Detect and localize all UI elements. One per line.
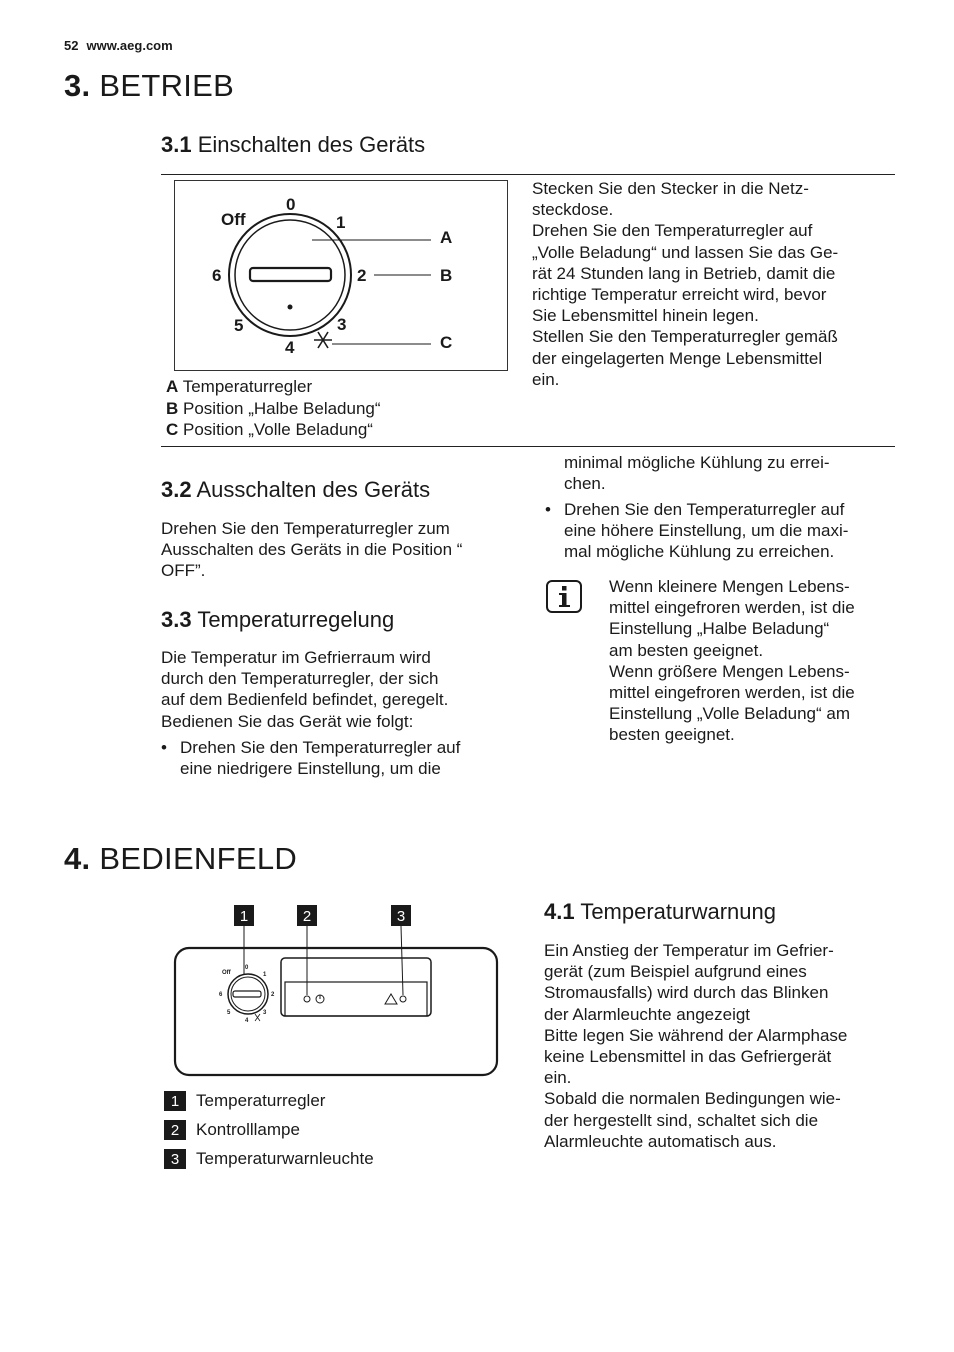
bullet-text: Drehen Sie den Temperaturregler auf eine niedrigere Einstellung, um die — [180, 738, 461, 779]
mini-dial-knob — [233, 991, 261, 997]
subsection-4-1-heading — [544, 899, 776, 925]
subsection-number: 3.1 — [161, 132, 192, 157]
page-header — [64, 38, 173, 53]
legend-item-1 — [164, 1091, 326, 1115]
bullet-item-higher-setting — [545, 499, 905, 565]
bullet-continuation-text: minimal mögliche Kühlung zu errei- chen. — [564, 453, 830, 494]
figure-legend — [166, 376, 381, 441]
mini-dial-1: 1 — [263, 972, 267, 978]
panel-display-recess — [281, 958, 431, 1016]
legend-label: Temperaturregler — [196, 1091, 326, 1110]
section-3-heading — [64, 68, 234, 104]
bullet-dot: • — [161, 738, 167, 757]
panel-legend — [164, 1091, 464, 1181]
divider — [161, 174, 895, 175]
bullet-dot: • — [545, 500, 551, 519]
subsection-number: 4.1 — [544, 899, 575, 924]
mini-dial-off: Off — [222, 970, 231, 976]
section-4-heading — [64, 841, 297, 877]
dial-callout-a: A — [440, 228, 453, 247]
thermostat-dial-figure — [174, 180, 509, 372]
legend-item-2 — [164, 1120, 300, 1144]
legend-item-a: A Temperaturregler — [166, 377, 313, 396]
legend-number-badge: 3 — [164, 1149, 186, 1169]
section-3-2-text: Drehen Sie den Temperaturregler zum Ausschalten des Geräts in die Position “ OFF”. — [161, 519, 463, 581]
subsection-3-1-heading — [161, 132, 425, 158]
legend-number-badge: 1 — [164, 1091, 186, 1111]
subsection-3-3-heading — [161, 607, 394, 633]
section-4-1-text: Ein Anstieg der Temperatur im Gefrier- gerät (zum Beispiel aufgrund eines Stromausfalls) wird durch das Blinken der Alarmleuchte angezeigt Bitte legen Sie während der Alarmphase keine Lebensmittel in das Gefriergerät ein. Sobald die normalen Bedingungen wie- der hergestellt sind, schaltet sich die Alarmleuchte automatisch aus. — [544, 941, 848, 1151]
mini-dial-3: 3 — [263, 1010, 267, 1016]
callout-label-2: 2 — [302, 908, 312, 925]
control-panel-figure — [170, 903, 502, 1079]
dial-label-4: 4 — [285, 338, 295, 357]
dial-label-3: 3 — [337, 315, 347, 334]
dial-callout-c: C — [440, 333, 453, 352]
mini-dial-4: 4 — [245, 1018, 249, 1024]
site-url: www.aeg.com — [86, 38, 173, 53]
subsection-title: Ausschalten des Geräts — [196, 477, 431, 502]
subsection-title: Einschalten des Geräts — [197, 132, 426, 157]
section-title: BEDIENFELD — [99, 841, 298, 876]
section-title: BETRIEB — [99, 68, 235, 103]
figure-frame — [175, 181, 508, 371]
dial-label-2: 2 — [357, 266, 367, 285]
bullet-item-lower-setting — [161, 737, 521, 781]
section-3-1-text: Stecken Sie den Stecker in die Netz- steckdose. Drehen Sie den Temperaturregler auf „Volle Beladung“ und lassen Sie das Ge- rät 24 Stunden lang in Betrieb, damit die richtige Temperatur erreicht wird, bevor Sie Lebensmittel hinein legen. Stellen Sie den Temperaturregler gemäß der eingelagerten Menge Lebensmittel ein. — [532, 179, 839, 389]
dial-label-1: 1 — [336, 213, 346, 232]
page-number: 52 — [64, 38, 79, 53]
legend-label: Temperaturwarnleuchte — [196, 1149, 374, 1168]
legend-item-c: C Position „Volle Beladung“ — [166, 420, 373, 439]
bullet-text: Drehen Sie den Temperaturregler auf eine höhere Einstellung, um die maxi- mal mögliche Kühlung zu erreichen. — [564, 500, 849, 562]
dial-callout-b: B — [440, 266, 453, 285]
mini-dial-5: 5 — [227, 1010, 231, 1016]
subsection-3-2-heading — [161, 477, 430, 503]
legend-item-3 — [164, 1149, 374, 1173]
dial-dot — [288, 305, 293, 310]
dial-label-5: 5 — [234, 316, 244, 335]
dial-knob-bar — [250, 268, 331, 281]
dial-label-off: Off — [221, 210, 246, 229]
dial-label-6: 6 — [212, 266, 222, 285]
dial-label-0: 0 — [286, 195, 296, 214]
callout-label-1: 1 — [239, 908, 249, 925]
mini-dial-2: 2 — [271, 992, 275, 998]
info-note-text: Wenn kleinere Mengen Lebens- mittel eingefroren werden, ist die Einstellung „Halbe Beladung“ am besten geeignet. Wenn größere Mengen Lebens- mittel eingefroren werden, ist die Einstellung „Volle Beladung“ am besten geeignet. — [609, 577, 855, 745]
section-3-3-text: Die Temperatur im Gefrierraum wird durch den Temperaturregler, der sich auf dem Bedienfeld befindet, geregelt. Bedienen Sie das Gerät wie folgt: — [161, 648, 449, 731]
mini-dial-0: 0 — [245, 965, 249, 971]
subsection-title: Temperaturwarnung — [580, 899, 776, 924]
subsection-number: 3.2 — [161, 477, 192, 502]
legend-label: Kontrolllampe — [196, 1120, 300, 1139]
subsection-number: 3.3 — [161, 607, 192, 632]
callout-label-3: 3 — [396, 908, 406, 925]
section-number: 3. — [64, 68, 91, 103]
divider — [161, 446, 895, 447]
info-icon — [546, 580, 582, 614]
legend-number-badge: 2 — [164, 1120, 186, 1140]
mini-dial-6: 6 — [219, 992, 223, 998]
subsection-title: Temperaturregelung — [197, 607, 395, 632]
legend-item-b: B Position „Halbe Beladung“ — [166, 398, 381, 418]
section-number: 4. — [64, 841, 91, 876]
